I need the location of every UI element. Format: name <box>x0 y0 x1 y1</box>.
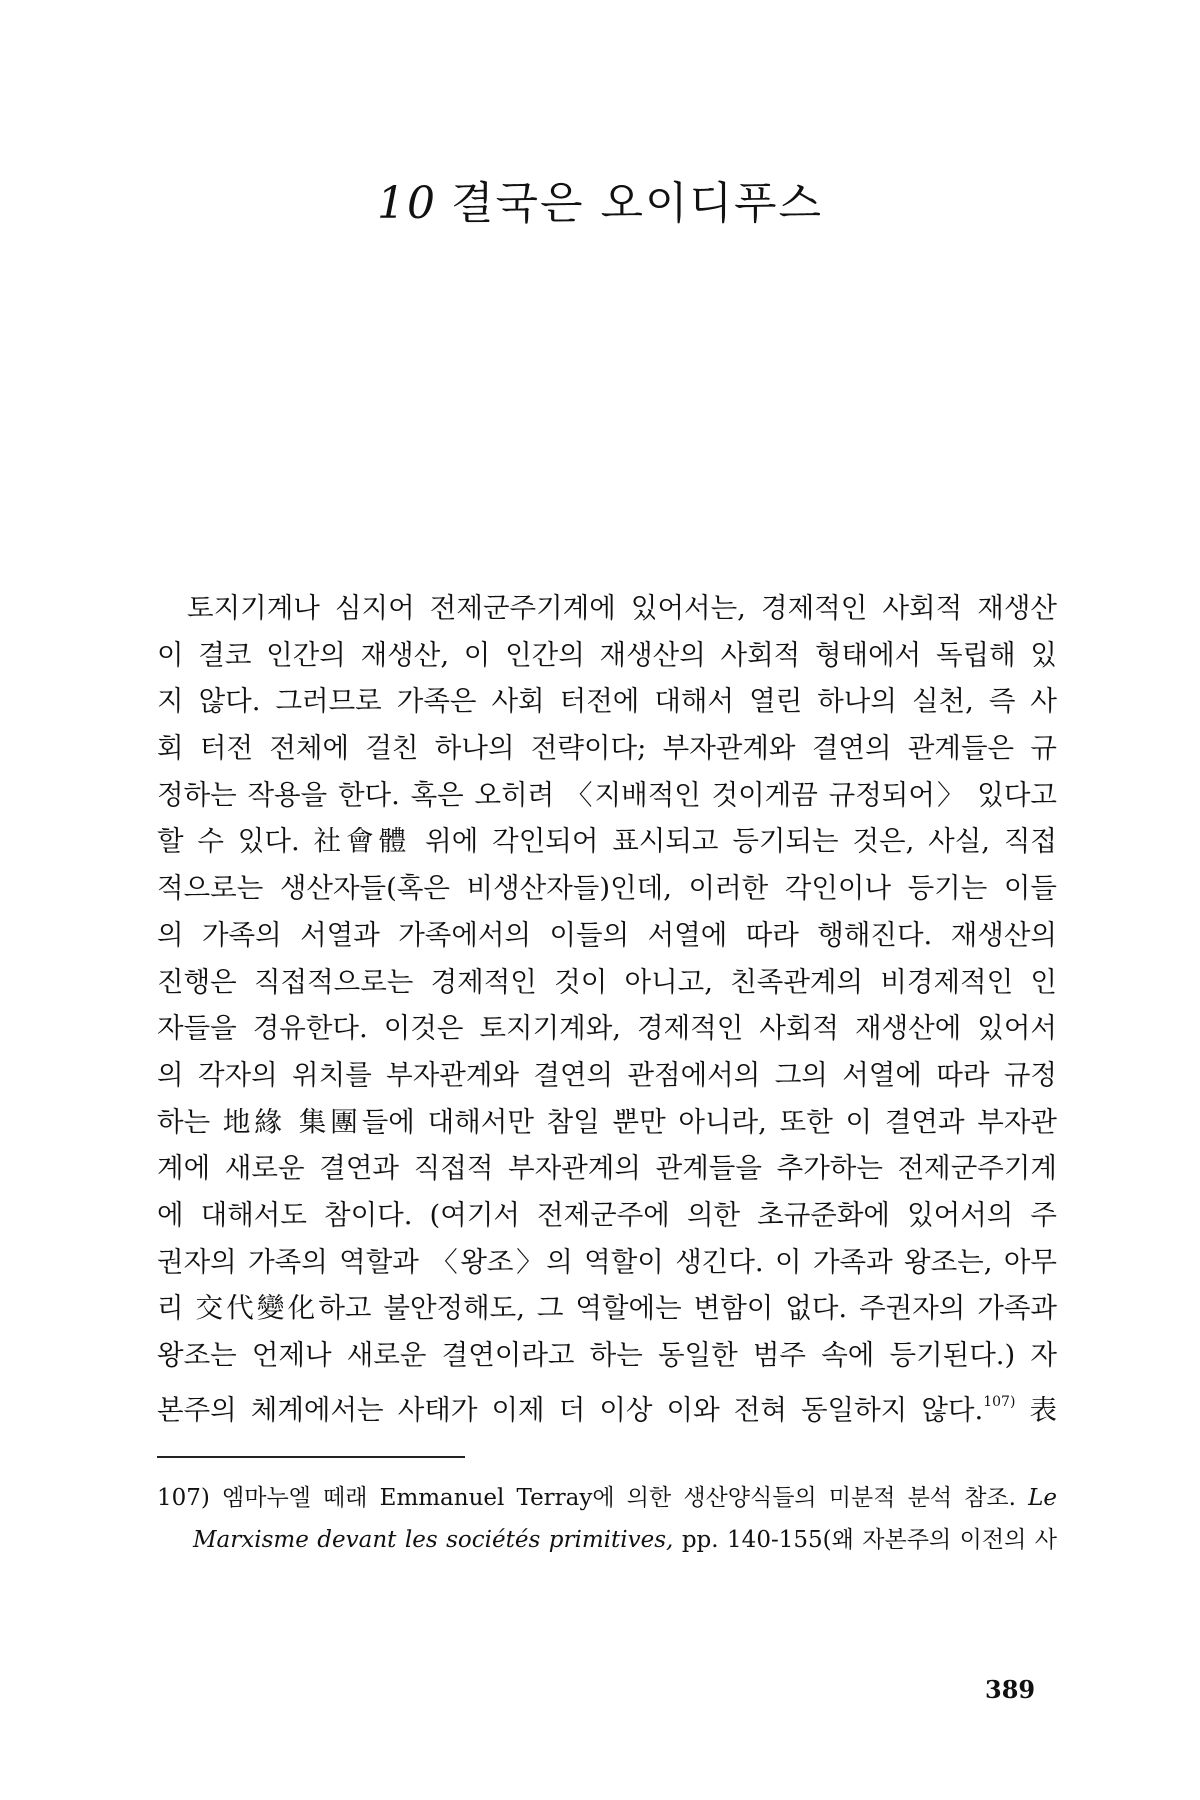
footnote-text: pp. 140-155(왜 자본주의 이전의 사 <box>681 1527 1058 1553</box>
body-line-last <box>157 1379 1057 1426</box>
footnotes <box>157 1477 1057 1561</box>
body-line: 리 交代變化하고 불안정해도, 그 역할에는 변함이 없다. 주권자의 가족과 <box>157 1292 1057 1325</box>
body-line: 정하는 작용을 한다. 혹은 오히려 〈지배적인 것이게끔 규정되어〉 있다고 <box>157 778 1057 811</box>
body-line: 토지기계나 심지어 전제군주기계에 있어서는, 경제적인 사회적 재생산 <box>187 592 1057 624</box>
body-line-last-text: 본주의 체계에서는 사태가 이제 더 이상 이와 전혀 동일하지 않다. <box>157 1393 984 1426</box>
body-line: 의 각자의 위치를 부자관계와 결연의 관점에서의 그의 서열에 따라 규정 <box>157 1058 1057 1091</box>
body-line-trailing-char: 表 <box>1029 1393 1057 1426</box>
footnote-line <box>157 1519 1057 1561</box>
body-line: 자들을 경유한다. 이것은 토지기계와, 경제적인 사회적 재생산에 있어서 <box>157 1012 1057 1045</box>
footnote-reference[interactable]: 107) <box>983 1393 1016 1410</box>
footnote-divider <box>157 1456 465 1458</box>
body-line: 적으로는 생산자들(혹은 비생산자들)인데, 이러한 각인이나 등기는 이들 <box>157 872 1057 905</box>
body-line: 권자의 가족의 역할과 〈왕조〉의 역할이 생긴다. 이 가족과 왕조는, 아무 <box>157 1245 1057 1278</box>
footnote-number: 107) <box>157 1485 210 1511</box>
footnote-text: 엠마누엘 떼래 Emmanuel Terray에 의한 생산양식들의 미분적 분석 참조. <box>222 1485 1016 1511</box>
footnote-title-part: Le <box>1028 1485 1057 1511</box>
body-line: 하는 地緣 集團들에 대해서만 참일 뿐만 아니라, 또한 이 결연과 부자관 <box>157 1105 1057 1138</box>
footnote-line <box>157 1477 1057 1519</box>
chapter-title <box>0 167 1200 231</box>
body-line: 에 대해서도 참이다. (여기서 전제군주에 의한 초규준화에 있어서의 주 <box>157 1198 1057 1231</box>
chapter-title-text: 결국은 오이디푸스 <box>450 178 824 230</box>
body-line: 할 수 있다. 社會體 위에 각인되어 표시되고 등기되는 것은, 사실, 직접 <box>157 825 1057 858</box>
body-line: 진행은 직접적으로는 경제적인 것이 아니고, 친족관계의 비경제적인 인 <box>157 965 1057 998</box>
body-text <box>157 585 1057 1425</box>
body-line: 지 않다. 그러므로 가족은 사회 터전에 대해서 열린 하나의 실천, 즉 사 <box>157 685 1057 718</box>
body-line: 왕조는 언제나 새로운 결연이라고 하는 동일한 범주 속에 등기된다.) 자 <box>157 1339 1057 1371</box>
body-line: 이 결코 인간의 재생산, 이 인간의 재생산의 사회적 형태에서 독립해 있 <box>157 638 1057 671</box>
body-line: 회 터전 전체에 걸친 하나의 전략이다; 부자관계와 결연의 관계들은 규 <box>157 732 1057 765</box>
chapter-number: 10 <box>376 178 437 230</box>
body-line: 계에 새로운 결연과 직접적 부자관계의 관계들을 추가하는 전제군주기계 <box>157 1152 1057 1185</box>
page-number: 389 <box>985 1675 1036 1704</box>
body-line: 의 가족의 서열과 가족에서의 이들의 서열에 따라 행해진다. 재생산의 <box>157 918 1057 951</box>
footnote-title-part: Marxisme devant les sociétés primitives, <box>193 1527 674 1553</box>
